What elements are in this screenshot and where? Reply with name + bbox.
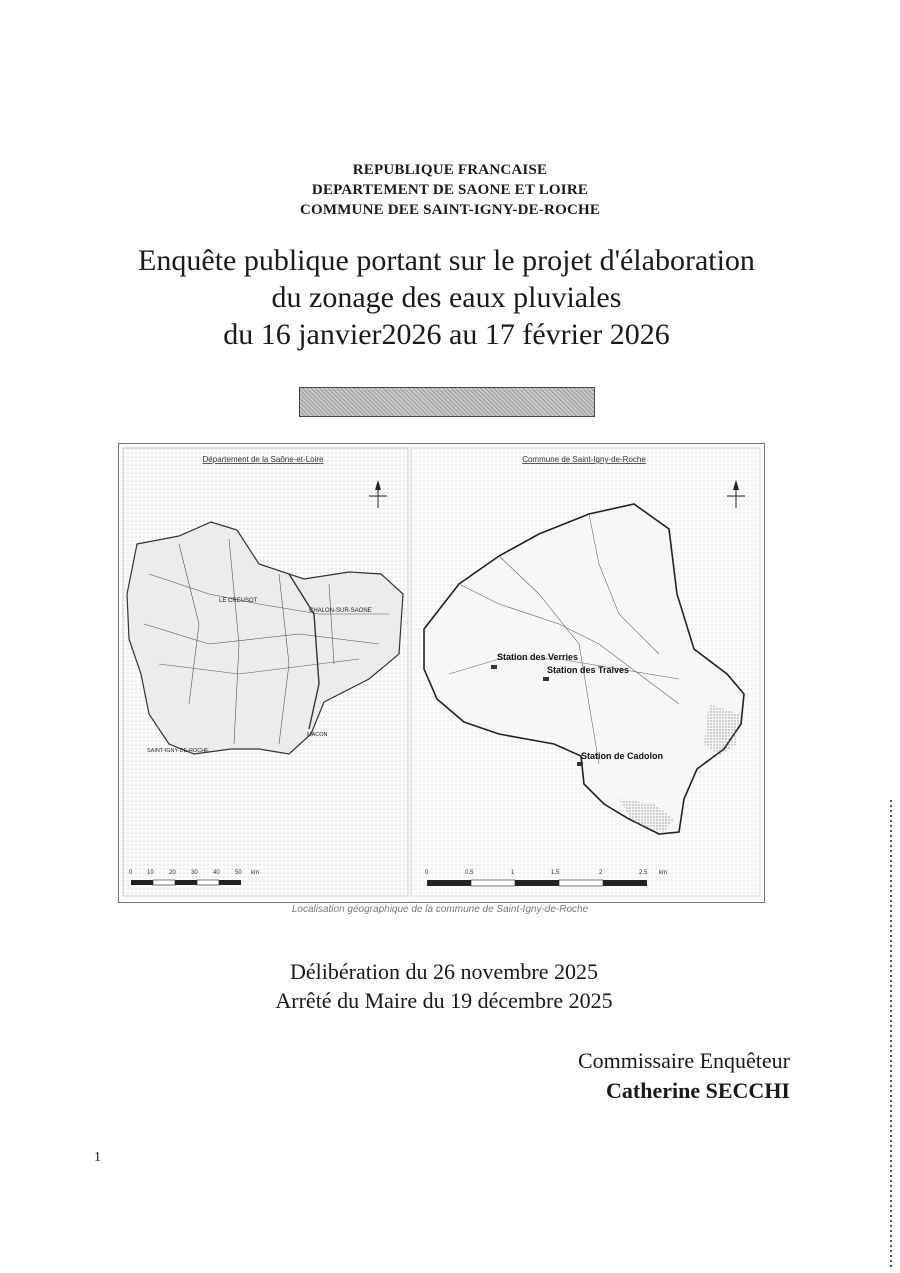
commissioner-name: Catherine SECCHI	[606, 1078, 790, 1103]
title-line-1: Enquête publique portant sur le projet d'élaboration	[138, 244, 755, 277]
left-scale-10: 10	[147, 870, 154, 876]
station-cadolon-label: Station de Cadolon	[581, 751, 663, 761]
right-scale-0: 0	[425, 870, 429, 876]
commune-map-panel	[411, 448, 760, 896]
place-chalon: CHALON-SUR-SAONE	[309, 608, 372, 614]
redacted-bar	[299, 387, 595, 417]
commune-map-title: Commune de Saint-Igny-de-Roche	[522, 455, 646, 464]
arrete-date: Arrêté du Maire du 19 décembre 2025	[275, 988, 613, 1013]
header-departement: DEPARTEMENT DE SAONE ET LOIRE	[311, 182, 589, 198]
right-scale-0-5: 0.5	[465, 870, 474, 876]
station-cadolon-marker	[577, 762, 583, 766]
right-scale-unit: km	[659, 870, 667, 876]
department-map-title: Département de la Saône-et-Loire	[202, 455, 324, 464]
left-scale-20: 20	[169, 870, 176, 876]
page-number: 1	[94, 1150, 101, 1165]
left-scale-50: 50	[235, 870, 242, 876]
place-saint-igny: SAINT-IGNY-DE-ROCHE	[147, 748, 209, 754]
place-macon: MACON	[307, 732, 328, 738]
scan-edge	[890, 800, 892, 1270]
station-traives-marker	[543, 677, 549, 681]
right-scale-1: 1	[511, 870, 515, 876]
left-scale-0: 0	[129, 870, 133, 876]
left-scale-30: 30	[191, 870, 198, 876]
commissioner-role: Commissaire Enquêteur	[577, 1048, 790, 1073]
station-verries-label: Station des Verries	[497, 652, 579, 662]
left-scale-40: 40	[213, 870, 220, 876]
location-map-figure	[118, 443, 765, 903]
right-scale-2-5: 2.5	[639, 870, 648, 876]
map-caption: Localisation géographique de la commune de Saint-Igny-de-Roche	[291, 904, 589, 915]
deliberation-date: Délibération du 26 novembre 2025	[290, 959, 598, 984]
station-verries-marker	[491, 665, 497, 669]
right-scale-1-5: 1.5	[551, 870, 560, 876]
department-map-panel	[123, 448, 408, 896]
title-line-2: du zonage des eaux pluviales	[271, 281, 622, 314]
station-traives-label: Station des Traives	[547, 665, 630, 675]
right-scale-2: 2	[599, 870, 603, 876]
header-republique: REPUBLIQUE FRANCAISE	[352, 162, 548, 178]
header-commune: COMMUNE DEE SAINT-IGNY-DE-ROCHE	[299, 202, 601, 218]
title-line-3: du 16 janvier2026 au 17 février 2026	[223, 318, 670, 351]
left-scale-unit: km	[251, 870, 259, 876]
place-le-creusot: LE CREUSOT	[219, 598, 258, 604]
